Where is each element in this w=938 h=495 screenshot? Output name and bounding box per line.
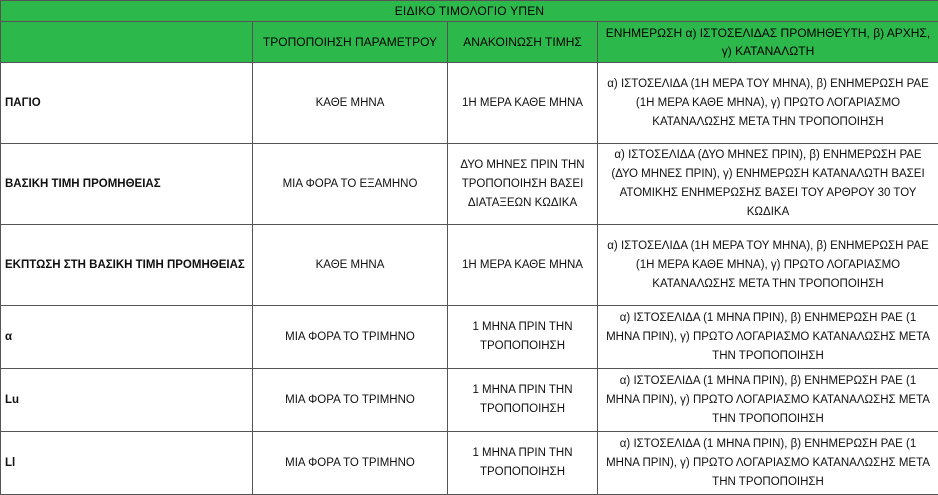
row-update: α) ΙΣΤΟΣΕΛΙΔΑ (1Η ΜΕΡΑ ΤΟΥ ΜΗΝΑ), β) ΕΝΗΜΕΡΩΣΗ ΡΑΕ (1Η ΜΕΡΑ ΚΑΘΕ ΜΗΝΑ), γ) ΠΡΩΤΟ ΛΟΓΑΡΙΑΣΜΟ ΚΑΤΑΝΑΛΩΣΗΣ ΜΕΤΑ ΤΗΝ ΤΡΟΠΟΠΟΙΗΣΗ xyxy=(598,63,938,144)
title-row xyxy=(1,1,938,22)
row-name: α xyxy=(1,306,253,369)
row-update: α) ΙΣΤΟΣΕΛΙΔΑ (1 ΜΗΝΑ ΠΡΙΝ), β) ΕΝΗΜΕΡΩΣΗ ΡΑΕ (1 ΜΗΝΑ ΠΡΙΝ), γ) ΠΡΩΤΟ ΛΟΓΑΡΙΑΣΜΟ ΚΑΤΑΝΑΛΩΣΗΣ ΜΕΤΑ ΤΗΝ ΤΡΟΠΟΠΟΙΗΣΗ xyxy=(598,369,938,432)
row-modification: ΚΑΘΕ ΜΗΝΑ xyxy=(253,63,448,144)
row-name: Ll xyxy=(1,432,253,495)
row-update: α) ΙΣΤΟΣΕΛΙΔΑ (1 ΜΗΝΑ ΠΡΙΝ), β) ΕΝΗΜΕΡΩΣΗ ΡΑΕ (1 ΜΗΝΑ ΠΡΙΝ), γ) ΠΡΩΤΟ ΛΟΓΑΡΙΑΣΜΟ ΚΑΤΑΝΑΛΩΣΗΣ ΜΕΤΑ ΤΗΝ ΤΡΟΠΟΠΟΙΗΣΗ xyxy=(598,306,938,369)
header-announcement: ΑΝΑΚΟΙΝΩΣΗ ΤΙΜΗΣ xyxy=(448,22,598,63)
row-announcement: 1Η ΜΕΡΑ ΚΑΘΕ ΜΗΝΑ xyxy=(448,225,598,306)
row-modification: ΜΙΑ ΦΟΡΑ ΤΟ ΤΡΙΜΗΝΟ xyxy=(253,432,448,495)
row-update: α) ΙΣΤΟΣΕΛΙΔΑ (ΔΥΟ ΜΗΝΕΣ ΠΡΙΝ), β) ΕΝΗΜΕΡΩΣΗ ΡΑΕ (ΔΥΟ ΜΗΝΕΣ ΠΡΙΝ), γ) ΕΝΗΜΕΡΩΣΗ ΚΑΤΑΝΑΛΩΤΗ ΒΑΣΕΙ ΑΤΟΜΙΚΗΣ ΕΝΗΜΕΡΩΣΗΣ ΒΑΣΕΙ ΤΟΥ ΑΡΘΡΟΥ 30 ΤΟΥ ΚΩΔΙΚΑ xyxy=(598,144,938,225)
header-modification: ΤΡΟΠΟΠΟΙΗΣΗ ΠΑΡΑΜΕΤΡΟΥ xyxy=(253,22,448,63)
table-row xyxy=(1,369,938,432)
row-name: ΠΑΓΙΟ xyxy=(1,63,253,144)
row-announcement: 1 ΜΗΝΑ ΠΡΙΝ ΤΗΝ ΤΡΟΠΟΠΟΙΗΣΗ xyxy=(448,432,598,495)
row-name: ΕΚΠΤΩΣΗ ΣΤΗ ΒΑΣΙΚΗ ΤΙΜΗ ΠΡΟΜΗΘΕΙΑΣ xyxy=(1,225,253,306)
table-row xyxy=(1,306,938,369)
row-announcement: ΔΥΟ ΜΗΝΕΣ ΠΡΙΝ ΤΗΝ ΤΡΟΠΟΠΟΙΗΣΗ ΒΑΣΕΙ ΔΙΑΤΑΞΕΩΝ ΚΩΔΙΚΑ xyxy=(448,144,598,225)
header-update: ΕΝΗΜΕΡΩΣΗ α) ΙΣΤΟΣΕΛΙΔΑΣ ΠΡΟΜΗΘΕΥΤΗ, β) ΑΡΧΗΣ, γ) ΚΑΤΑΝΑΛΩΤΗ xyxy=(598,22,938,63)
header-row xyxy=(1,22,938,63)
table-row xyxy=(1,432,938,495)
row-modification: ΜΙΑ ΦΟΡΑ ΤΟ ΤΡΙΜΗΝΟ xyxy=(253,369,448,432)
row-modification: ΜΙΑ ΦΟΡΑ ΤΟ ΤΡΙΜΗΝΟ xyxy=(253,306,448,369)
table-title: ΕΙΔΙΚΟ ΤΙΜΟΛΟΓΙΟ ΥΠΕΝ xyxy=(1,1,938,22)
header-empty xyxy=(1,22,253,63)
row-name: ΒΑΣΙΚΗ ΤΙΜΗ ΠΡΟΜΗΘΕΙΑΣ xyxy=(1,144,253,225)
table-row xyxy=(1,225,938,306)
row-modification: ΜΙΑ ΦΟΡΑ ΤΟ ΕΞΑΜΗΝΟ xyxy=(253,144,448,225)
row-name: Lu xyxy=(1,369,253,432)
row-announcement: 1 ΜΗΝΑ ΠΡΙΝ ΤΗΝ ΤΡΟΠΟΠΟΙΗΣΗ xyxy=(448,369,598,432)
table-row xyxy=(1,63,938,144)
row-announcement: 1Η ΜΕΡΑ ΚΑΘΕ ΜΗΝΑ xyxy=(448,63,598,144)
row-modification: ΚΑΘΕ ΜΗΝΑ xyxy=(253,225,448,306)
row-update: α) ΙΣΤΟΣΕΛΙΔΑ (1Η ΜΕΡΑ ΤΟΥ ΜΗΝΑ), β) ΕΝΗΜΕΡΩΣΗ ΡΑΕ (1Η ΜΕΡΑ ΚΑΘΕ ΜΗΝΑ), γ) ΠΡΩΤΟ ΛΟΓΑΡΙΑΣΜΟ ΚΑΤΑΝΑΛΩΣΗΣ ΜΕΤΑ ΤΗΝ ΤΡΟΠΟΠΟΙΗΣΗ xyxy=(598,225,938,306)
row-update: α) ΙΣΤΟΣΕΛΙΔΑ (1 ΜΗΝΑ ΠΡΙΝ), β) ΕΝΗΜΕΡΩΣΗ ΡΑΕ (1 ΜΗΝΑ ΠΡΙΝ), γ) ΠΡΩΤΟ ΛΟΓΑΡΙΑΣΜΟ ΚΑΤΑΝΑΛΩΣΗΣ ΜΕΤΑ ΤΗΝ ΤΡΟΠΟΠΟΙΗΣΗ xyxy=(598,432,938,495)
table-row xyxy=(1,144,938,225)
row-announcement: 1 ΜΗΝΑ ΠΡΙΝ ΤΗΝ ΤΡΟΠΟΠΟΙΗΣΗ xyxy=(448,306,598,369)
